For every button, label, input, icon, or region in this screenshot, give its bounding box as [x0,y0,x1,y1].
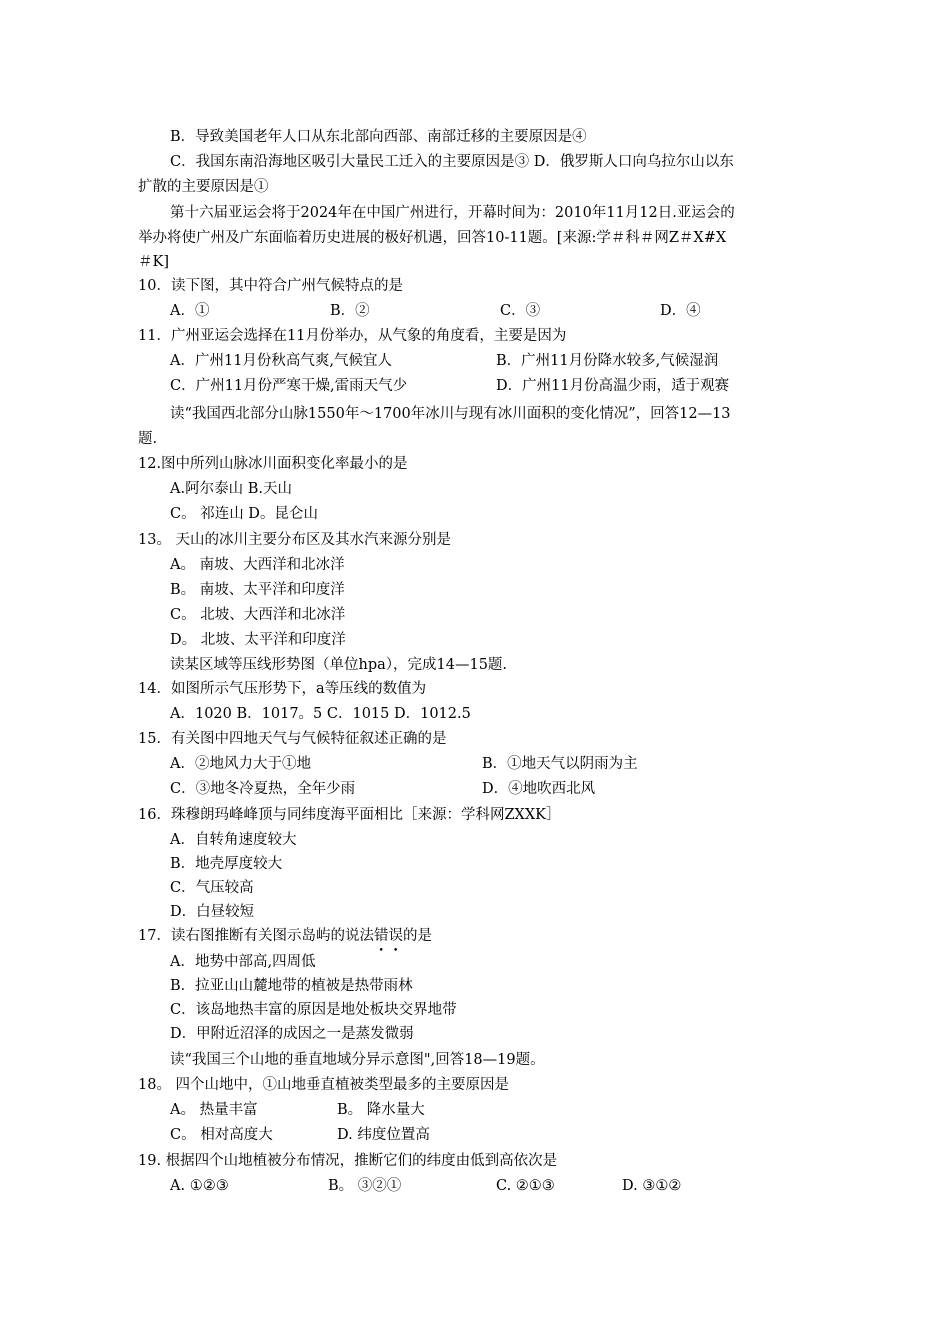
question-14: 14．如图所示气压形势下，a等压线的数值为 [138,681,427,697]
option-b: B．② [330,303,370,319]
question-18: 18。 四个山地中，①山地垂直植被类型最多的主要原因是 [138,1077,510,1093]
text-line: 读“我国三个山地的垂直地域分异示意图",回答18—19题。 [170,1052,545,1068]
option-c: C。 相对高度大 [170,1127,273,1143]
q12-options-row1: A.阿尔泰山 B.天山 [170,481,292,497]
option-a: A．① [170,303,210,319]
question-17 [138,925,432,947]
option-d: D. ③①② [622,1178,682,1194]
option-c: C．③地冬冷夏热，全年少雨 [170,781,356,797]
question-16: 16．珠穆朗玛峰峰顶与同纬度海平面相比［来源：学科网ZXXK］ [138,807,561,823]
q17-suffix: 的是 [402,928,432,944]
text-line: 读某区域等压线形势图（单位hpa），完成14—15题. [170,657,508,673]
option-c: C．③ [500,303,541,319]
q11-options-row1 [170,350,810,372]
option-c: C。 北坡、大西洋和北冰洋 [170,607,346,623]
option-c: C．气压较高 [170,880,254,896]
option-b: B。 ③②① [328,1178,402,1194]
question-11: 11．广州亚运会选择在11月份举办，从气象的角度看，主要是因为 [138,328,567,344]
text-line: 题. [138,431,158,447]
option-b: B．拉亚山山麓地带的植被是热带雨林 [170,978,413,994]
option-a: A. ①②③ [170,1178,229,1194]
text-line: ＃K] [138,254,169,270]
q19-options [170,1175,810,1197]
question-15: 15．有关图中四地天气与气候特征叙述正确的是 [138,731,447,747]
emphasis-char: 错 [373,928,389,944]
q15-options-row1 [170,753,810,775]
text-line: B．导致美国老年人口从东北部向西部、南部迁移的主要原因是④ [170,129,587,145]
q10-options [170,300,770,322]
question-10: 10．读下图，其中符合广州气候特点的是 [138,278,403,294]
q12-options-row2: C。 祁连山 D。昆仑山 [170,506,318,522]
text-line: 第十六届亚运会将于2024年在中国广州进行，开幕时间为：2010年11月12日.亚运会的 [170,205,735,221]
option-c: C. ②①③ [496,1178,555,1194]
option-d: D．广州11月份高温少雨，适于观赛 [496,378,730,394]
option-d: D。 北坡、太平洋和印度洋 [170,632,346,648]
option-a: A。 热量丰富 [170,1102,258,1118]
option-a: A．②地风力大于①地 [170,756,311,772]
option-a: A。 南坡、大西洋和北冰洋 [170,557,345,573]
option-a: A．广州11月份秋高气爽,气候宜人 [170,353,393,369]
option-b: B．地壳厚度较大 [170,856,283,872]
q14-options: A．1020 B．1017。5 C．1015 D．1012.5 [170,706,471,722]
text-line: C．我国东南沿海地区吸引大量民工迁入的主要原因是③ D．俄罗斯人口向乌拉尔山以东 [170,154,734,170]
option-b: B．①地天气以阴雨为主 [482,756,638,772]
question-19: 19. 根据四个山地植被分布情况，推断它们的纬度由低到高依次是 [138,1153,558,1169]
text-line: 扩散的主要原因是① [138,179,269,195]
option-b: B。 南坡、太平洋和印度洋 [170,582,345,598]
option-b: B．广州11月份降水较多,气候湿润 [496,353,719,369]
q18-options-row2 [170,1124,810,1146]
option-c: C．该岛地热丰富的原因是地处板块交界地带 [170,1002,457,1018]
q18-options-row1 [170,1099,810,1121]
option-a: A．自转角速度较大 [170,832,297,848]
question-13: 13。 天山的冰川主要分布区及其水汽来源分别是 [138,532,452,548]
option-b: B。 降水量大 [337,1102,425,1118]
option-d: D．甲附近沼泽的成因之一是蒸发微弱 [170,1026,414,1042]
question-12: 12.图中所列山脉冰川面积变化率最小的是 [138,456,408,472]
q11-options-row2 [170,375,810,397]
option-d: D. 纬度位置高 [337,1127,430,1143]
q15-options-row2 [170,778,810,800]
emphasis-char: 误 [388,928,403,944]
option-d: D．白昼较短 [170,904,255,920]
option-d: D．④地吹西北风 [482,781,596,797]
q17-prefix: 17．读右图推断有关图示岛屿的说法 [138,928,374,944]
option-a: A．地势中部高,四周低 [170,954,316,970]
option-c: C．广州11月份严寒干燥,雷雨天气少 [170,378,408,394]
text-line: 举办将使广州及广东面临着历史进展的极好机遇，回答10-11题。[来源:学＃科＃网Z＃X#X [138,230,727,246]
option-d: D．④ [660,303,701,319]
text-line: 读“我国西北部分山脉1550年～1700年冰川与现有冰川面积的变化情况”，回答12—13 [170,406,731,422]
